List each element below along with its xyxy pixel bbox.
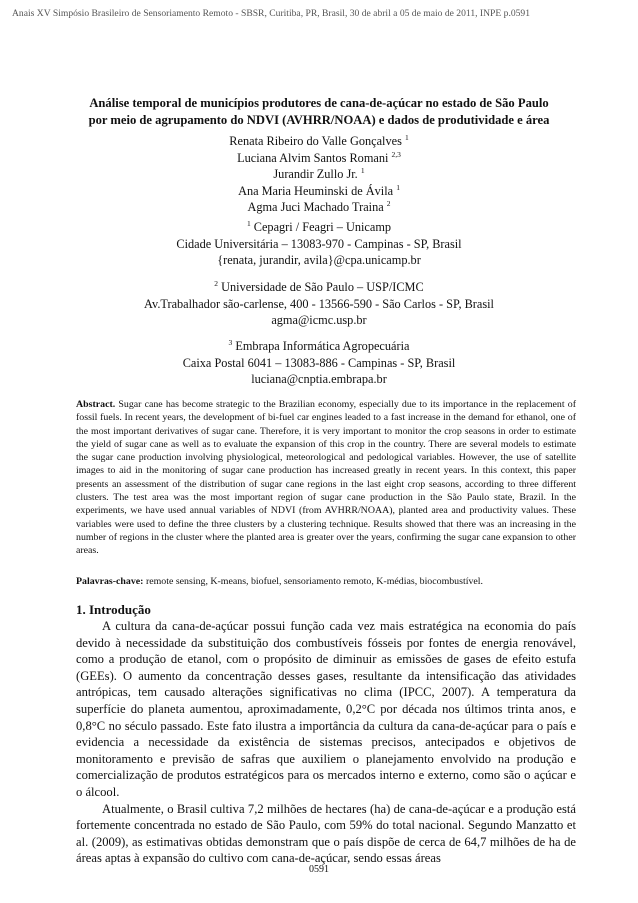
page-number: 0591 [309, 864, 329, 875]
affiliation-1: $^1$ Cepagri / Feagri – Unicamp Cidade Universitária – 13083-970 - Campinas - SP, Brasil {renata, jurandir, avila}@cpa.unicamp.br [176, 218, 462, 267]
affiliation-3: $^3$ Embrapa Informática Agropecuária Caixa Postal 6041 – 13083-886 - Campinas - SP, Brasil luciana@cnptia.embrapa.br [182, 337, 456, 386]
abstract [76, 398, 576, 558]
paragraph: Atualmente, o Brasil cultiva 7,2 milhões de hectares (ha) de cana-de-açúcar e a produção está fortemente concentrada no estado de São Paulo, com 59% do total nacional. Segundo Manzatto et al. (2009), as estimativas obtidas demonstram que o país dispõe de cerca de 64,7 milhões de ha de áreas aptas à expansão do cultivo com cana-de-açúcar, sendo essas áreas [76, 801, 576, 866]
section-heading: 1. Introdução [76, 602, 151, 617]
author: Renata Ribeiro do Valle Gonçalves $^1$ [229, 132, 409, 148]
affiliation-2: $^2$ Universidade de São Paulo – USP/ICMC Av.Trabalhador são-carlense, 400 - 13566-590 - São Carlos - SP, Brasil agma@icmc.usp.br [144, 278, 494, 327]
author: Luciana Alvim Santos Romani $^{2,3}$ [237, 149, 401, 165]
running-header: Anais XV Simpósio Brasileiro de Sensoriamento Remoto - SBSR, Curitiba, PR, Brasil, 30 de abril a 05 de maio de 2011, INPE p.0591 [12, 8, 531, 19]
author: Ana Maria Heuminski de Ávila $^1$ [238, 182, 400, 198]
keywords-label: Palavras-chave: [76, 576, 144, 587]
abstract-label: Abstract. [76, 399, 116, 410]
section-body [76, 618, 576, 867]
paper-title [70, 95, 568, 129]
abstract-text: Sugar cane has become strategic to the Brazilian economy, especially due to its importance in the replacement of fossil fuels. In recent years, the development of bi-fuel car engines leaded to a fast increase in the demand for ethanol, one of the most important derivatives of sugar cane. Therefore, it is very important to monitor the crop seasons in order to estimate the yield of sugar cane as well as to evaluate the expansion of this crop in the country. There are several models to estimate the sugar cane production involving physiological, meteorological and pedological variables. However, the use of satellite images to aid in the monitoring of sugar cane production has increased greatly in recent years. In this context, this paper presents an assessment of the distribution of sugar cane regions in the last eight crop seasons, according to three different clusters. The test area was the most important region of sugar cane production in the São Paulo state, Brazil. In the experiments, we have used annual variables of NDVI (from AVHRR/NOAA), planted area and productivity values. These variables were used to define the three clusters by a clustering technique. Results showed that there was an increasing in the number of regions in the cluster where the planted area is greater over the years, confirming the sugar cane expansion to other areas. [76, 399, 576, 557]
title-line-2: por meio de agrupamento do NDVI (AVHRR/NOAA) e dados de produtividade e área [88, 113, 550, 127]
paragraph: A cultura da cana-de-açúcar possui função cada vez mais estratégica na economia do país devido à necessidade da substituição dos combustíveis fósseis por fontes de energia renovável, como a produção de etanol, com o propósito de diminuir as emissões de gases de efeito estufa (GEEs). O aumento da concentração desses gases, resultante da intensificação das atividades antrópicas, tem causado alterações significativas no clima (IPCC, 2007). A temperatura da superfície do planeta aumentou, aproximadamente, 0,2°C por década nos últimos trinta anos, e 0,8°C no século passado. Este fato ilustra a importância da cultura da cana-de-açúcar para o país e evidencia a necessidade da existência de sistemas precisos, antecipados e objetivos de monitoramento e previsão de safras que auxiliem o planejamento envolvido na produção e comercialização de produtos estratégicos para os mercados interno e externo, como são o açúcar e o álcool. [76, 619, 576, 799]
keywords [76, 575, 576, 588]
title-line-1: Análise temporal de municípios produtores de cana-de-açúcar no estado de São Paulo [89, 96, 549, 110]
keywords-text: remote sensing, K-means, biofuel, sensoriamento remoto, K-médias, biocombustível. [145, 576, 483, 587]
author: Agma Juci Machado Traina $^2$ [247, 198, 391, 214]
author: Jurandir Zullo Jr. $^1$ [273, 165, 365, 181]
author-list [40, 133, 598, 216]
